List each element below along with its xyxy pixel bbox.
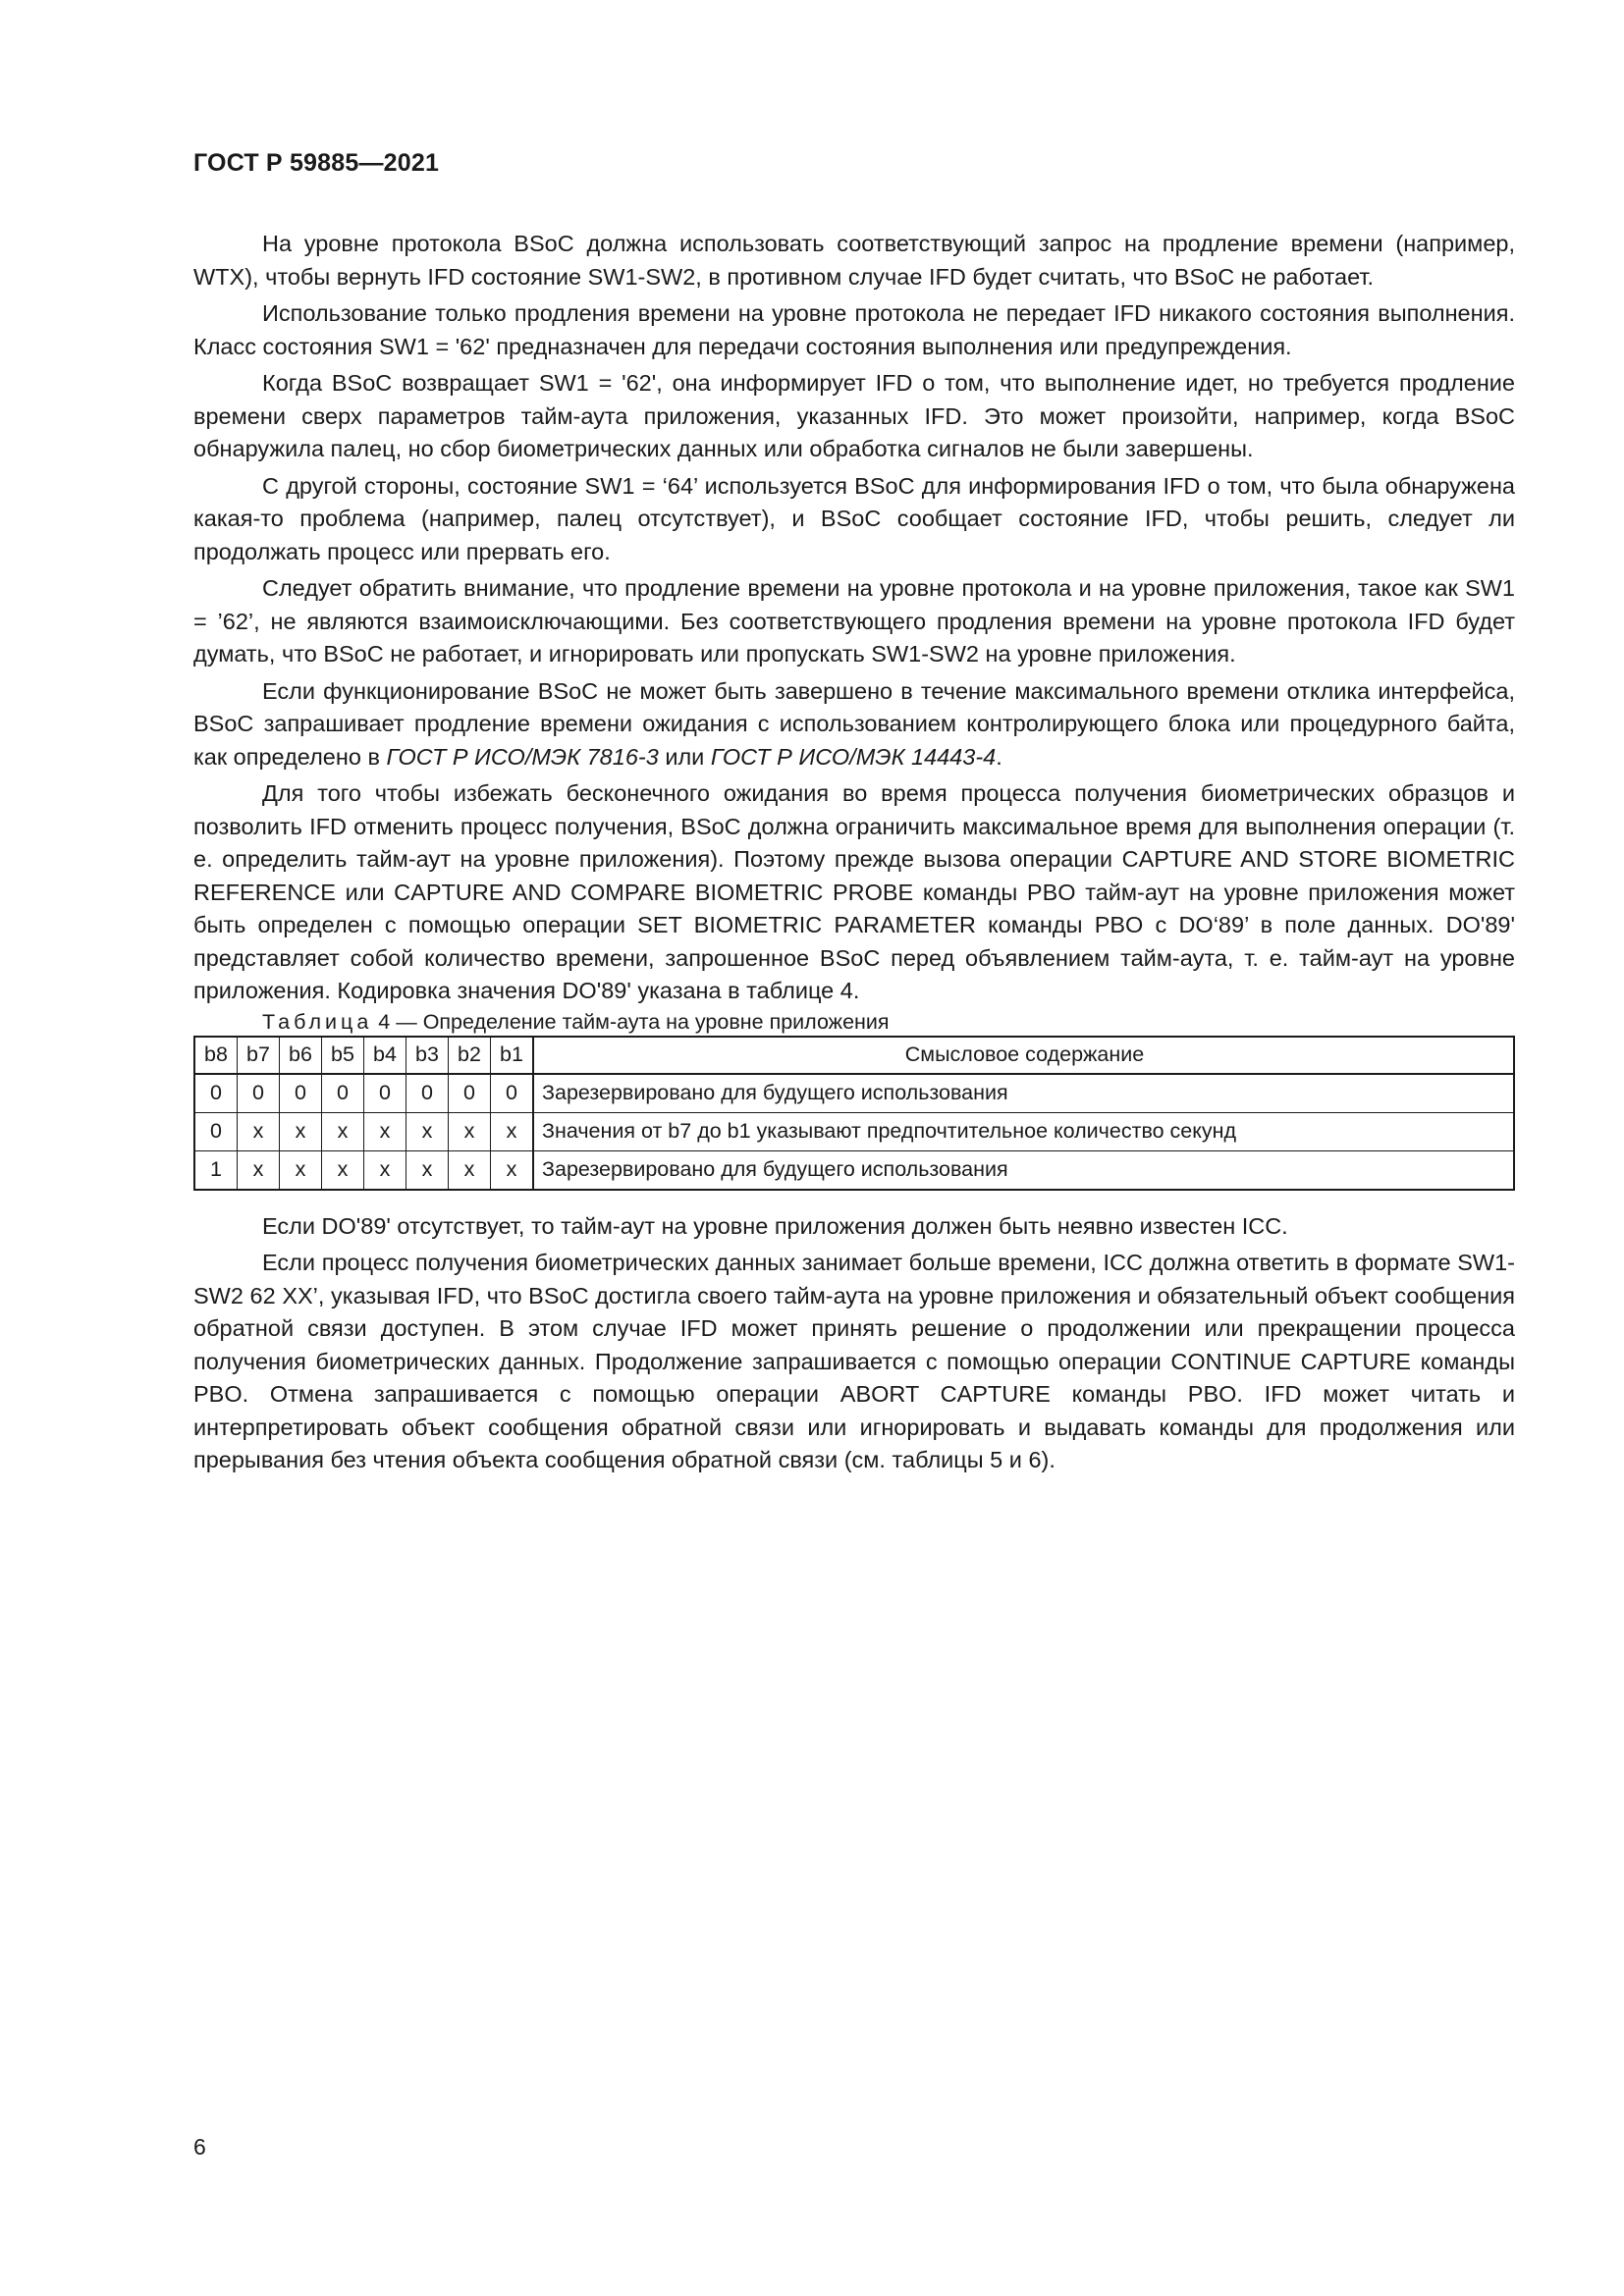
table-header-cell: b4 — [364, 1037, 406, 1074]
table-cell: x — [364, 1150, 406, 1190]
table-header-cell: b5 — [322, 1037, 364, 1074]
paragraph-text: . — [996, 743, 1002, 770]
paragraph: Следует обратить внимание, что продление времени на уровне протокола и на уровне приложения, такое как SW1 = ’62’, не являются взаимоисключающими. Без соответствующего продления времени на уровне протокола IFD будет думать, что BSoC не работает, и игнорировать или пропускать SW1-SW2 на уровне приложения. — [193, 575, 1515, 667]
table-caption — [193, 1008, 1515, 1036]
table-header-cell: b3 — [406, 1037, 449, 1074]
table-cell: 0 — [364, 1074, 406, 1113]
table-cell: 0 — [280, 1074, 322, 1113]
table-cell: x — [364, 1112, 406, 1150]
standard-reference: ГОСТ Р ИСО/МЭК 14443-4 — [710, 743, 997, 770]
paragraph: Использование только продления времени на уровне протокола не передает IFD никакого состояния выполнения. Класс состояния SW1 = '62' предназначен для передачи состояния выполнения или предупреждения. — [193, 300, 1515, 359]
document-body — [193, 228, 1515, 1477]
table-row — [194, 1112, 1514, 1150]
table-cell: 0 — [238, 1074, 280, 1113]
table-cell: Зарезервировано для будущего использования — [533, 1074, 1514, 1113]
table-cell: x — [449, 1150, 491, 1190]
table-cell: x — [238, 1112, 280, 1150]
table-cell: 0 — [491, 1074, 534, 1113]
table-cell: x — [406, 1112, 449, 1150]
table-cell: x — [491, 1150, 534, 1190]
table-caption-title: 4 — Определение тайм-аута на уровне приложения — [372, 1009, 890, 1034]
table-cell: x — [491, 1112, 534, 1150]
table-row — [194, 1150, 1514, 1190]
table-cell: x — [280, 1150, 322, 1190]
table-cell: 0 — [406, 1074, 449, 1113]
table-cell: x — [322, 1150, 364, 1190]
table-cell: 0 — [449, 1074, 491, 1113]
page-number: 6 — [193, 2134, 206, 2160]
paragraph-text: или — [658, 743, 711, 770]
table-header-cell: b7 — [238, 1037, 280, 1074]
table-cell: Зарезервировано для будущего использования — [533, 1150, 1514, 1190]
standard-reference: ГОСТ Р ИСО/МЭК 7816-3 — [386, 743, 659, 770]
paragraph: Если DO'89' отсутствует, то тайм-аут на уровне приложения должен быть неявно известен ICC. — [262, 1212, 1288, 1239]
paragraph-with-references — [193, 675, 1515, 774]
table-cell: x — [322, 1112, 364, 1150]
table-cell: x — [238, 1150, 280, 1190]
table-cell: 1 — [194, 1150, 238, 1190]
table-row — [194, 1074, 1514, 1113]
table-header-row — [194, 1037, 1514, 1074]
table-cell: 0 — [194, 1112, 238, 1150]
paragraph-text: Если функционирование BSoC не может быть завершено в течение максимального времени отклика интерфейса, BSoC запрашивает продление времени ожидания с использованием контролирующего блока или процедурного байта, как определено в — [193, 677, 1515, 770]
table-cell: 0 — [194, 1074, 238, 1113]
table-header-cell: b6 — [280, 1037, 322, 1074]
table-cell: 0 — [322, 1074, 364, 1113]
table-cell: Значения от b7 до b1 указывают предпочтительное количество секунд — [533, 1112, 1514, 1150]
paragraph: Когда BSoC возвращает SW1 = '62', она информирует IFD о том, что выполнение идет, но требуется продление времени сверх параметров тайм-аута приложения, указанных IFD. Это может произойти, например, когда BSoC обнаружила палец, но сбор биометрических данных или обработка сигналов не были завершены. — [193, 370, 1515, 461]
table-cell: x — [406, 1150, 449, 1190]
paragraph: Если процесс получения биометрических данных занимает больше времени, ICC должна ответить в формате SW1-SW2 62 XX’, указывая IFD, что BSoC достигла своего тайм-аута на уровне приложения и обязательный объект сообщения обратной связи доступен. В этом случае IFD может принять решение о продолжении или прекращении процесса получения биометрических данных. Продолжение запрашивается с помощью операции CONTINUE CAPTURE команды PBO. Отмена запрашивается с помощью операции ABORT CAPTURE команды PBO. IFD может читать и интерпретировать объект сообщения обратной связи или игнорировать и выдавать команды для продолжения или прерывания без чтения объекта сообщения обратной связи (см. таблицы 5 и 6). — [193, 1250, 1515, 1472]
paragraph: Для того чтобы избежать бесконечного ожидания во время процесса получения биометрических образцов и позволить IFD отменить процесс получения, BSoC должна ограничить максимальное время для выполнения операции (т. е. определить тайм-аут на уровне приложения). Поэтому прежде вызова операции CAPTURE AND STORE BIOMETRIC REFERENCE или CAPTURE AND COMPARE BIOMETRIC PROBE команды PBO тайм-аут на уровне приложения может быть определен с помощью операции SET BIOMETRIC PARAMETER команды PBO с DO‘89’ в поле данных. DO'89' представляет собой количество времени, запрошенное BSoC перед объявлением тайм-аута, т. е. тайм-аут на уровне приложения. Кодировка значения DO'89' указана в таблице 4. — [193, 780, 1515, 1003]
table-cell: x — [280, 1112, 322, 1150]
table-header-cell: b8 — [194, 1037, 238, 1074]
paragraph: С другой стороны, состояние SW1 = ‘64’ используется BSoC для информирования IFD о том, что была обнаружена какая-то проблема (например, палец отсутствует), и BSoC сообщает состояние IFD, чтобы решить, следует ли продолжать процесс или прервать его. — [193, 472, 1515, 564]
table-header-cell: b2 — [449, 1037, 491, 1074]
timeout-table — [193, 1036, 1515, 1191]
table-header-cell: Смысловое содержание — [533, 1037, 1514, 1074]
paragraph: На уровне протокола BSoC должна использовать соответствующий запрос на продление времени (например, WTX), чтобы вернуть IFD состояние SW1-SW2, в противном случае IFD будет считать, что BSoC не работает. — [193, 231, 1515, 290]
table-header-cell: b1 — [491, 1037, 534, 1074]
table-caption-label: Таблица — [262, 1009, 373, 1034]
document-header: ГОСТ Р 59885—2021 — [193, 149, 440, 177]
table-cell: x — [449, 1112, 491, 1150]
